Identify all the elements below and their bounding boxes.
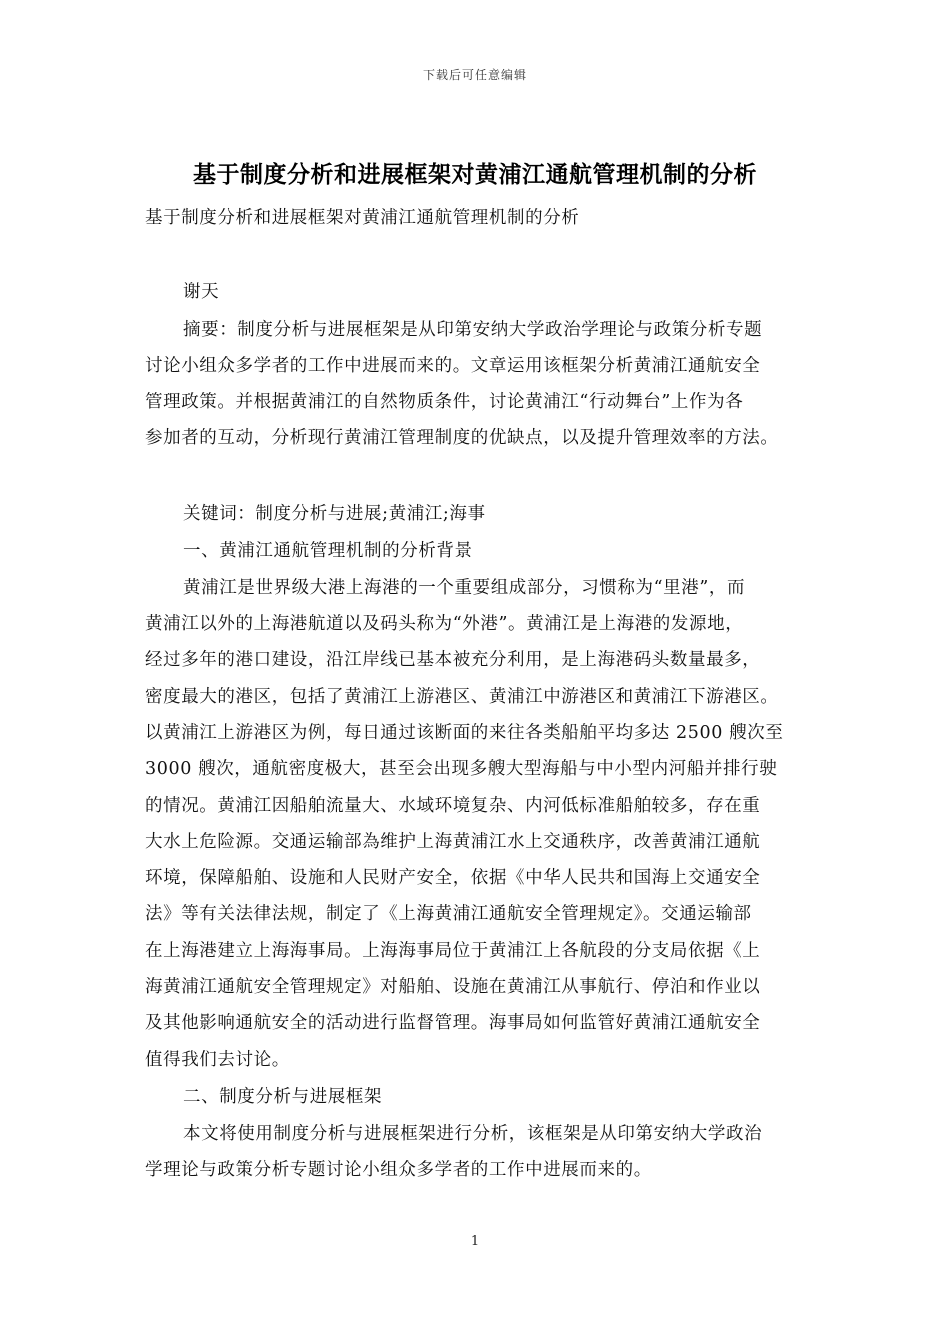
paragraph-line: 的情况。黄浦江因船舶流量大、水域环境复杂、内河低标准船舶较多，存在重 xyxy=(145,796,761,816)
page-number: 1 xyxy=(470,1234,480,1249)
paragraph-line: 在上海港建立上海海事局。上海海事局位于黄浦江上各航段的分支局依据《上 xyxy=(145,941,761,961)
paragraph-line: 3000 艘次，通航密度极大，甚至会出现多艘大型海船与中小型内河船并排行驶 xyxy=(145,759,778,779)
paragraph-line: 密度最大的港区，包括了黄浦江上游港区、黄浦江中游港区和黄浦江下游港区。 xyxy=(145,687,779,707)
section-heading: 一、黄浦江通航管理机制的分析背景 xyxy=(183,541,473,561)
paragraph-line: 黄浦江以外的上海港航道以及码头称为“外港”。黄浦江是上海港的发源地， xyxy=(145,614,744,634)
paragraph-line: 本文将使用制度分析与进展框架进行分析，该框架是从印第安纳大学政治 xyxy=(183,1124,763,1144)
abstract-line: 摘要：制度分析与进展框架是从印第安纳大学政治学理论与政策分析专题 xyxy=(183,320,763,340)
abstract-line: 管理政策。并根据黄浦江的自然物质条件，讨论黄浦江“行动舞台”上作为各 xyxy=(145,392,744,412)
document-title: 基于制度分析和进展框架对黄浦江通航管理机制的分析 xyxy=(193,161,757,188)
paragraph-line: 环境，保障船舶、设施和人民财产安全，依据《中华人民共和国海上交通安全 xyxy=(145,868,761,888)
paragraph-line: 学理论与政策分析专题讨论小组众多学者的工作中进展而来的。 xyxy=(145,1160,652,1180)
paragraph-line: 黄浦江是世界级大港上海港的一个重要组成部分，习惯称为“里港”，而 xyxy=(183,578,746,598)
section-heading: 二、制度分析与进展框架 xyxy=(183,1087,383,1107)
paragraph-line: 大水上危险源。交通运输部為维护上海黄浦江水上交通秩序，改善黄浦江通航 xyxy=(145,832,761,852)
paragraph-line: 值得我们去讨论。 xyxy=(145,1050,290,1070)
paragraph-line: 及其他影响通航安全的活动进行监督管理。海事局如何监管好黄浦江通航安全 xyxy=(145,1013,761,1033)
keywords-line: 关键词：制度分析与进展;黄浦江;海事 xyxy=(183,504,486,524)
paragraph-line: 海黄浦江通航安全管理规定》对船舶、设施在黄浦江从事航行、停泊和作业以 xyxy=(145,977,761,997)
page-header-note: 下载后可任意编辑 xyxy=(422,68,527,82)
abstract-line: 参加者的互动，分析现行黄浦江管理制度的优缺点，以及提升管理效率的方法。 xyxy=(145,428,779,448)
paragraph-line: 以黄浦江上游港区为例，每日通过该断面的来往各类船舶平均多达 2500 艘次至 xyxy=(145,723,784,743)
paragraph-line: 法》等有关法律法规，制定了《上海黄浦江通航安全管理规定》。交通运输部 xyxy=(145,904,752,924)
abstract-line: 讨论小组众多学者的工作中进展而来的。文章运用该框架分析黄浦江通航安全 xyxy=(145,356,761,376)
document-subtitle: 基于制度分析和进展框架对黄浦江通航管理机制的分析 xyxy=(145,208,580,228)
paragraph-line: 经过多年的港口建设，沿江岸线已基本被充分利用，是上海港码头数量最多， xyxy=(145,650,761,670)
author-name: 谢天 xyxy=(183,282,220,302)
